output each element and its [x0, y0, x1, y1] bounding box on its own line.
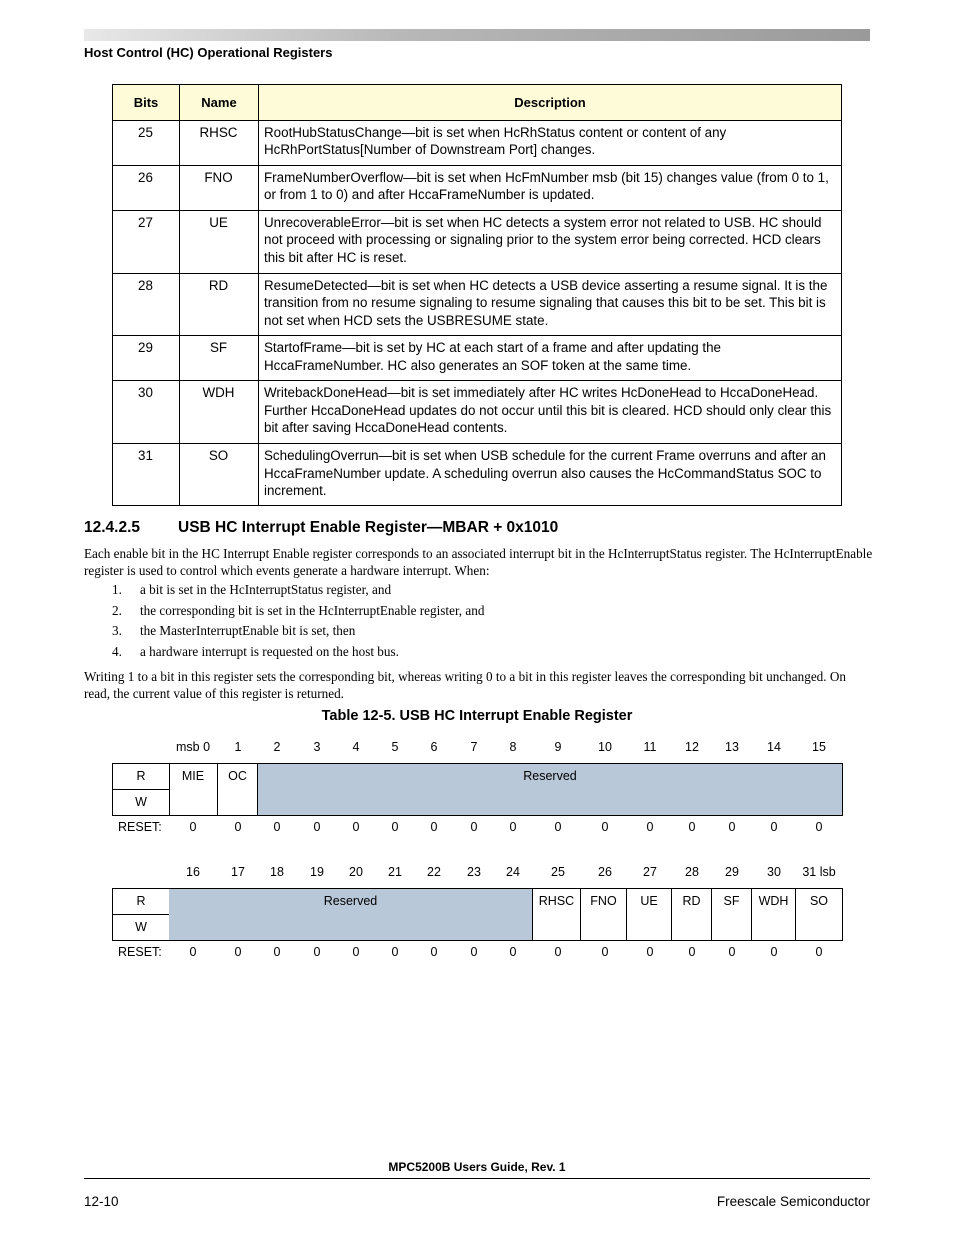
register-grid-lower [112, 888, 843, 941]
bit-number: 22 [427, 865, 441, 879]
register-field: RD [672, 889, 712, 940]
table-header-row [113, 85, 842, 121]
reset-value: 0 [234, 820, 242, 834]
reset-value: 0 [601, 945, 609, 959]
bit-number: 14 [767, 740, 781, 754]
list-item [112, 623, 812, 644]
bit-number: 28 [685, 865, 699, 879]
bit-number: 25 [551, 865, 565, 879]
name-cell: FNO [180, 166, 259, 211]
table-row [113, 121, 842, 166]
bit-number: 29 [725, 865, 739, 879]
reset-value: 0 [815, 945, 823, 959]
list-item-number: 2. [112, 602, 122, 618]
bit-number: 15 [812, 740, 826, 754]
reset-value: 0 [430, 945, 438, 959]
running-head: Host Control (HC) Operational Registers [84, 45, 333, 60]
reset-value: 0 [688, 945, 696, 959]
reset-value: 0 [688, 820, 696, 834]
bit-number: 24 [506, 865, 520, 879]
list-item-text: a bit is set in the HcInterruptStatus register, and [140, 582, 392, 597]
read-row-label: R [113, 889, 170, 915]
bit-number: 9 [554, 740, 562, 754]
page-number: 12-10 [84, 1194, 119, 1209]
bit-numbers-lower [112, 865, 843, 881]
table-row [113, 336, 842, 381]
bit-number: 18 [270, 865, 284, 879]
register-field: UE [627, 889, 672, 940]
reset-label: RESET: [118, 820, 162, 834]
bit-number: 26 [598, 865, 612, 879]
reset-value: 0 [728, 820, 736, 834]
reset-value: 0 [352, 945, 360, 959]
reset-value: 0 [273, 945, 281, 959]
list-item-number: 4. [112, 643, 122, 659]
read-row-label: R [113, 764, 170, 790]
table-row [113, 274, 842, 336]
bit-number: 12 [685, 740, 699, 754]
bit-cell: 27 [113, 211, 180, 274]
register-field: RHSC [533, 889, 581, 940]
reset-value: 0 [554, 945, 562, 959]
reset-value: 0 [646, 945, 654, 959]
bit-cell: 25 [113, 121, 180, 166]
reset-value: 0 [313, 945, 321, 959]
reset-value: 0 [273, 820, 281, 834]
register-field: WDH [752, 889, 796, 940]
list-item [112, 644, 812, 665]
register-field: MIE [169, 764, 218, 815]
col-header-name: Name [180, 85, 259, 121]
description-cell: RootHubStatusChange—bit is set when HcRhStatus content or content of any HcRhPortStatus[Number of Downstream Port] changes. [259, 121, 842, 166]
name-cell: RHSC [180, 121, 259, 166]
bit-number: 13 [725, 740, 739, 754]
bit-cell: 26 [113, 166, 180, 211]
list-item-text: the MasterInterruptEnable bit is set, then [140, 623, 356, 638]
bit-number: 21 [388, 865, 402, 879]
bit-number: 19 [310, 865, 324, 879]
bit-cell: 29 [113, 336, 180, 381]
bit-number: 2 [273, 740, 281, 754]
bit-number: 17 [231, 865, 245, 879]
name-cell: WDH [180, 381, 259, 444]
bit-numbers-upper [112, 740, 843, 756]
name-cell: UE [180, 211, 259, 274]
reset-value: 0 [391, 820, 399, 834]
col-header-bits: Bits [113, 85, 180, 121]
bit-number: msb 0 [175, 740, 211, 754]
bit-number: 3 [313, 740, 321, 754]
bit-number: 6 [430, 740, 438, 754]
table-row [113, 381, 842, 444]
bit-number: 5 [391, 740, 399, 754]
footer-rule [84, 1178, 870, 1179]
reset-value: 0 [430, 820, 438, 834]
footer-doc-title: MPC5200B Users Guide, Rev. 1 [388, 1160, 566, 1174]
list-item [112, 582, 812, 603]
bit-number: 8 [509, 740, 517, 754]
register-field: OC [218, 764, 258, 815]
reset-row-lower [112, 945, 843, 961]
reset-value: 0 [189, 945, 197, 959]
bit-number: 1 [234, 740, 242, 754]
bit-number: 23 [467, 865, 481, 879]
reset-value: 0 [313, 820, 321, 834]
section-heading [84, 519, 558, 537]
reset-value: 0 [391, 945, 399, 959]
field-description-table [112, 84, 842, 506]
name-cell: SO [180, 444, 259, 506]
section-title: USB HC Interrupt Enable Register—MBAR + 0x1010 [178, 519, 559, 536]
description-cell: UnrecoverableError—bit is set when HC detects a system error not related to USB. HC should not proceed with processing or signaling prior to the system error being corrected. HCD clears this bit after HC is reset. [259, 211, 842, 274]
description-cell: ResumeDetected—bit is set when HC detects a USB device asserting a resume signal. It is the transition from no resume signaling to resume signaling that causes this bit to be set. This bit is not set when HCD sets the USBRESUME state. [259, 274, 842, 336]
reset-value: 0 [509, 820, 517, 834]
bit-number: 20 [349, 865, 363, 879]
bit-number: 10 [598, 740, 612, 754]
reset-value: 0 [770, 820, 778, 834]
bit-cell: 31 [113, 444, 180, 506]
body-paragraph-2: Writing 1 to a bit in this register sets the corresponding bit, whereas writing 0 to a bit in this register leaves the corresponding bit unchanged. On read, the current value of this register is returned. [84, 669, 846, 702]
bit-number: 30 [767, 865, 781, 879]
reset-value: 0 [470, 945, 478, 959]
header-rule [84, 29, 870, 41]
reserved-field: Reserved [169, 889, 533, 940]
write-row-label: W [113, 790, 170, 816]
bit-cell: 30 [113, 381, 180, 444]
table-caption: Table 12-5. USB HC Interrupt Enable Register [321, 708, 633, 724]
bit-number: 16 [186, 865, 200, 879]
bit-number: 27 [643, 865, 657, 879]
register-grid-upper [112, 763, 843, 816]
reset-value: 0 [728, 945, 736, 959]
table-row [113, 444, 842, 506]
reset-value: 0 [770, 945, 778, 959]
bit-number: 7 [470, 740, 478, 754]
write-row-label: W [113, 915, 170, 941]
reset-value: 0 [554, 820, 562, 834]
list-item-number: 1. [112, 582, 122, 597]
register-field: SF [712, 889, 752, 940]
reset-label: RESET: [118, 945, 162, 959]
section-number: 12.4.2.5 [84, 519, 141, 536]
description-cell: WritebackDoneHead—bit is set immediately after HC writes HcDoneHead to HccaDoneHead. Further HccaDoneHead updates do not occur until this bit is cleared. HCD should only clear this bit after saving HccaDoneHead contents. [259, 381, 842, 444]
list-item-text: a hardware interrupt is requested on the host bus. [140, 643, 399, 659]
table-row [113, 211, 842, 274]
reset-value: 0 [646, 820, 654, 834]
reset-value: 0 [509, 945, 517, 959]
col-header-description: Description [259, 85, 842, 121]
bit-number: 11 [643, 740, 657, 754]
description-cell: FrameNumberOverflow—bit is set when HcFmNumber msb (bit 15) changes value (from 0 to 1, or from 1 to 0) and after HccaFrameNumber is updated. [259, 166, 842, 211]
register-field: SO [809, 894, 829, 908]
reset-value: 0 [815, 820, 823, 834]
description-cell: SchedulingOverrun—bit is set when USB schedule for the current Frame overruns and after an HccaFrameNumber update. A scheduling overrun also causes the HcCommandStatus SOC to increment. [259, 444, 842, 506]
list-item-text: the corresponding bit is set in the HcInterruptEnable register, and [140, 602, 485, 618]
reset-value: 0 [470, 820, 478, 834]
body-paragraph-1: Each enable bit in the HC Interrupt Enable register corresponds to an associated interrupt bit in the HcInterruptStatus register. The HcInterruptEnable register is used to control which events generate a hardware interrupt. When: [84, 546, 873, 579]
reserved-field: Reserved [258, 764, 842, 815]
condition-list [112, 582, 812, 664]
footer-company: Freescale Semiconductor [716, 1194, 870, 1209]
reset-value: 0 [189, 820, 197, 834]
table-row [113, 166, 842, 211]
reset-value: 0 [601, 820, 609, 834]
bit-cell: 28 [113, 274, 180, 336]
description-cell: StartofFrame—bit is set by HC at each start of a frame and after updating the HccaFrameNumber. HC also generates an SOF token at the same time. [259, 336, 842, 381]
name-cell: SF [180, 336, 259, 381]
reset-row-upper [112, 820, 843, 836]
register-field: FNO [581, 889, 627, 940]
name-cell: RD [180, 274, 259, 336]
bit-number: 31 lsb [802, 865, 836, 879]
list-item-number: 3. [112, 623, 122, 638]
list-item [112, 603, 812, 624]
reset-value: 0 [352, 820, 360, 834]
bit-number: 4 [352, 740, 360, 754]
reset-value: 0 [234, 945, 242, 959]
